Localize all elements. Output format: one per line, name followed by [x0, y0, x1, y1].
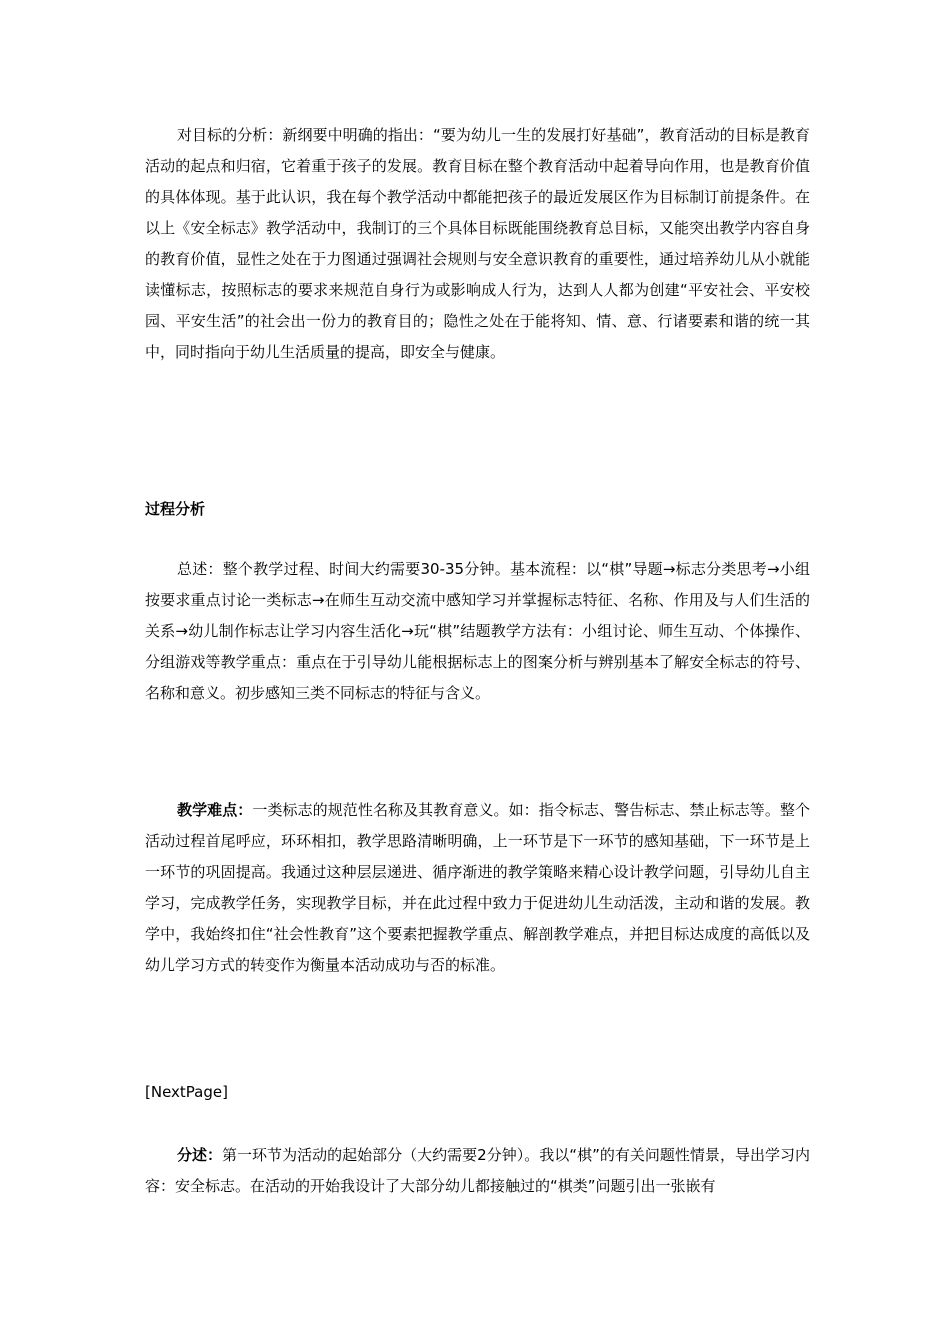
- detail-paragraph: [145, 1140, 810, 1202]
- next-page-marker: [NextPage]: [145, 1083, 228, 1101]
- teaching-difficulty-text: 一类标志的规范性名称及其教育意义。如：指令标志、警告标志、禁止标志等。整个活动过程首尾呼应，环环相扣，教学思路清晰明确，上一环节是下一环节的感知基础，下一环节是上一环节的巩固提高。我通过这种层层递进、循序渐进的教学策略来精心设计教学问题，引导幼儿自主学习，完成教学任务，实现教学目标，并在此过程中致力于促进幼儿生动活泼，主动和谐的发展。教学中，我始终扣住“社会性教育”这个要素把握教学重点、解剖教学难点，并把目标达成度的高低以及幼儿学习方式的转变作为衡量本活动成功与否的标准。: [145, 801, 810, 974]
- detail-label: 分述：: [177, 1146, 223, 1164]
- overview-paragraph: 总述：整个教学过程、时间大约需要30-35分钟。基本流程：以“棋”导题→标志分类思考→小组按要求重点讨论一类标志→在师生互动交流中感知学习并掌握标志特征、名称、作用及与人们生活的关系→幼儿制作标志让学习内容生活化→玩“棋”结题教学方法有：小组讨论、师生互动、个体操作、分组游戏等教学重点：重点在于引导幼儿能根据标志上的图案分析与辨别基本了解安全标志的符号、名称和意义。初步感知三类不同标志的特征与含义。: [145, 560, 810, 702]
- process-analysis-heading: 过程分析: [145, 500, 206, 518]
- goal-analysis-paragraph: 对目标的分析：新纲要中明确的指出：“要为幼儿一生的发展打好基础”，教育活动的目标是教育活动的起点和归宿，它着重于孩子的发展。教育目标在整个教育活动中起着导向作用，也是教育价值的具体体现。基于此认识，我在每个教学活动中都能把孩子的最近发展区作为目标制订前提条件。在以上《安全标志》教学活动中，我制订的三个具体目标既能围绕教育总目标，又能突出教学内容自身的教育价值，显性之处在于力图通过强调社会规则与安全意识教育的重要性，通过培养幼儿从小就能读懂标志，按照标志的要求来规范自身行为或影响成人行为，达到人人都为创建“平安社会、平安校园、平安生活”的社会出一份力的教育目的；隐性之处在于能将知、情、意、行诸要素和谐的统一其中，同时指向于幼儿生活质量的提高，即安全与健康。: [145, 126, 810, 361]
- teaching-difficulty-paragraph: [145, 795, 810, 981]
- detail-text: 第一环节为活动的起始部分（大约需要2分钟）。我以“棋”的有关问题性情景，导出学习内容：安全标志。在活动的开始我设计了大部分幼儿都接触过的“棋类”问题引出一张嵌有: [145, 1146, 810, 1195]
- teaching-difficulty-label: 教学难点：: [177, 801, 253, 819]
